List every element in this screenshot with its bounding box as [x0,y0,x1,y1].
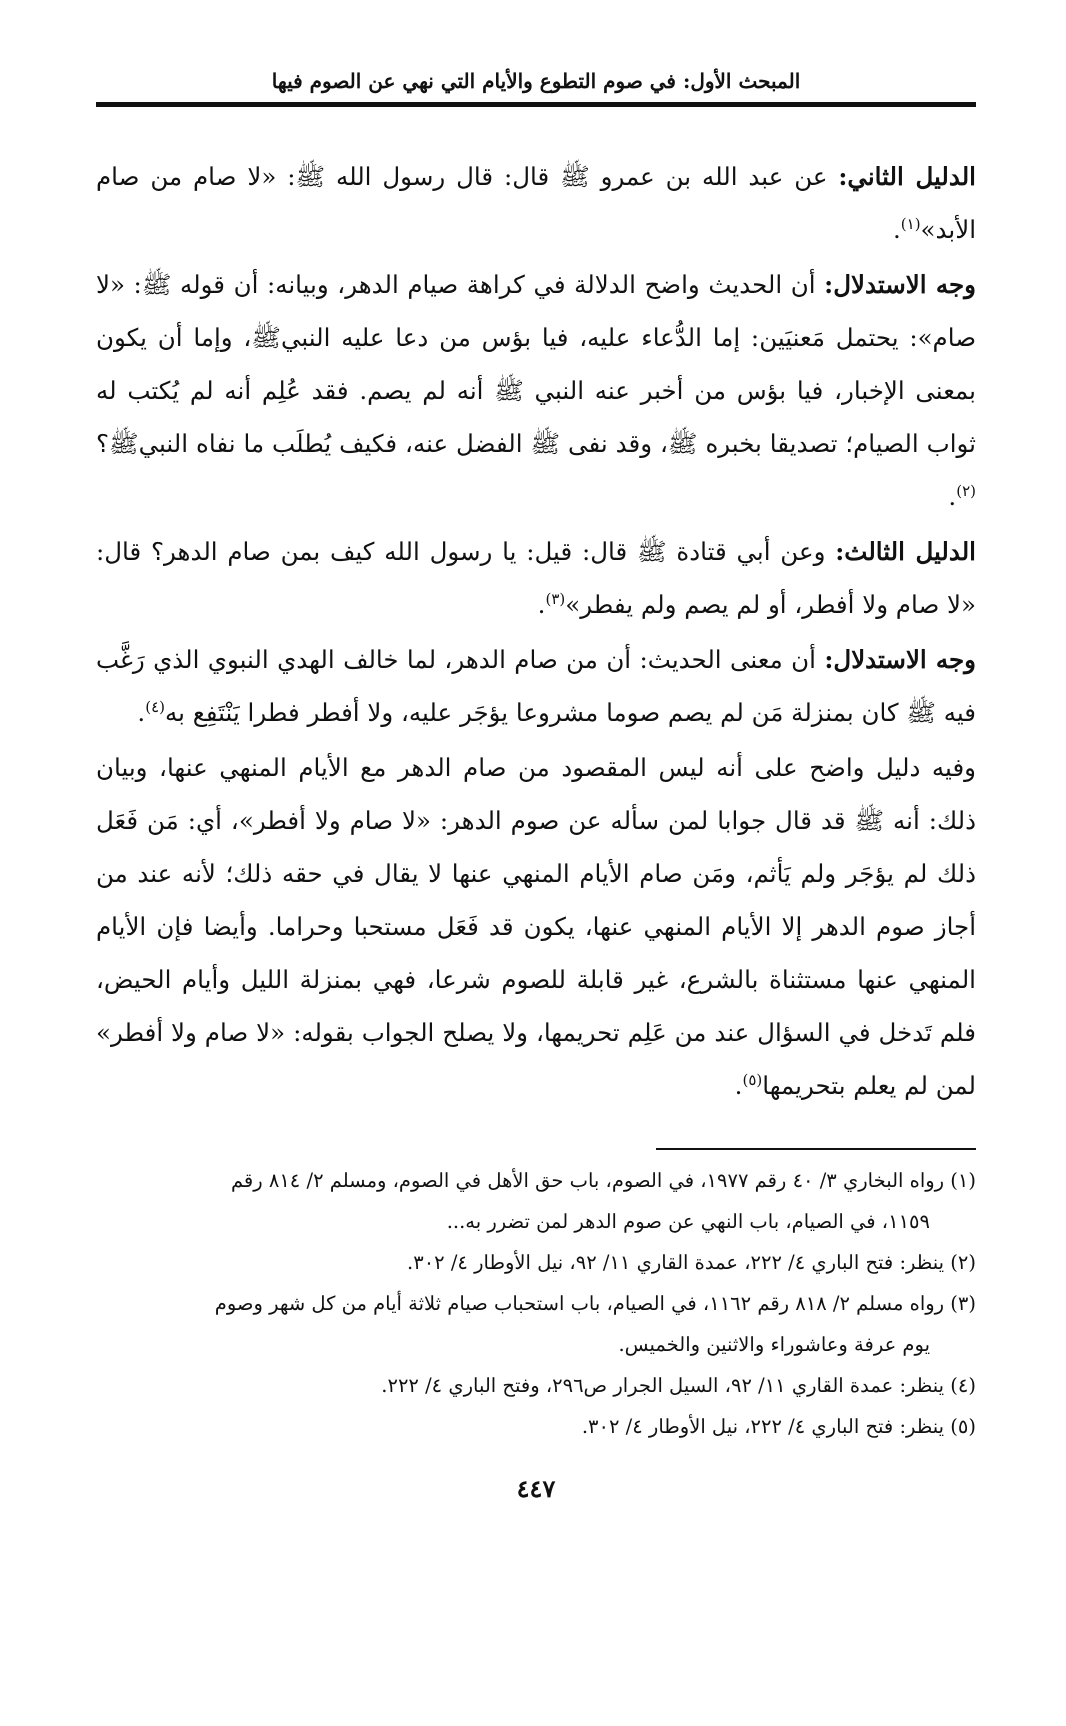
paragraph-text: وعن أبي قتادة ﷺ قال: قيل: يا رسول الله كيف بمن صام الدهر؟ قال: «لا صام ولا أفطر، أو لم يصم ولم يفطر» [96,537,976,619]
footnote-ref[interactable]: (١) [900,214,921,233]
footnote-1-continued: ١١٥٩، في الصيام، باب النهي عن صوم الدهر لمن تضرر به... [446,1210,930,1233]
footnote-2: (٢) ينظر: فتح الباري ٤/ ٢٢٢، عمدة القاري ١١/ ٩٢، نيل الأوطار ٤/ ٣٠٢. [407,1251,976,1274]
paragraph-text: عن عبد الله بن عمرو ﷺ قال: قال رسول الله ﷺ: «لا صام من صام الأبد» [96,162,976,244]
footnote-separator [656,1148,976,1150]
paragraph-inference-one [96,258,976,523]
paragraph-end: . [734,1071,743,1100]
main-text [96,150,976,1114]
paragraph-inference-two [96,633,976,739]
footnote-3-continued: يوم عرفة وعاشوراء والاثنين والخميس. [618,1333,930,1356]
footnote-4: (٤) ينظر: عمدة القاري ١١/ ٩٢، السيل الجرار ص٢٩٦، وفتح الباري ٤/ ٢٢٢. [381,1374,976,1397]
header-rule [96,102,976,107]
term-label: وجه الاستدلال: [824,645,976,674]
page-number: ٤٤٧ [516,1474,556,1503]
term-label: الدليل الثاني: [838,162,976,191]
document-page [96,0,976,1726]
footnote-5: (٥) ينظر: فتح الباري ٤/ ٢٢٢، نيل الأوطار ٤/ ٣٠٢. [581,1415,976,1438]
footnote-ref[interactable]: (٥) [742,1070,763,1089]
paragraph-text: وفيه دليل واضح على أنه ليس المقصود من صام الدهر مع الأيام المنهي عنها، وبيان ذلك: أنه ﷺ قد قال جوابا لمن سأله عن صوم الدهر: «لا صام ولا أفطر»، أي: مَن فَعَل ذلك لم يؤجَر ولم يَأثم، ومَن صام الأيام المنهي عنها لا يقال في حقه ذلك؛ لأنه عند من أجاز صوم الدهر إلا الأيام المنهي عنها، يكون قد فَعَل مستحبا وحراما. وأيضا فإن الأيام المنهي عنها مستثناة بالشرع، غير قابلة للصوم شرعا، فهي بمنزلة الليل وأيام الحيض، فلم تَدخل في السؤال عند من عَلِم تحريمها، ولا يصلح الجواب بقوله: «لا صام ولا أفطر» لمن لم يعلم بتحريمها [96,753,976,1100]
paragraph-evidence-two [96,150,976,256]
footnotes [96,1160,976,1447]
term-label: وجه الاستدلال: [824,270,976,299]
paragraph-end: . [537,590,546,619]
running-header: المبحث الأول: في صوم التطوع والأيام التي نهي عن الصوم فيها [271,69,801,93]
footnote-ref[interactable]: (٢) [956,481,976,500]
paragraph-text: أن الحديث واضح الدلالة في كراهة صيام الدهر، وبيانه: أن قوله ﷺ: «لا صام»: يحتمل مَعنيَين: إما الدُّعاء عليه، فيا بؤس من دعا عليه النبيﷺ، وإما أن يكون بمعنى الإخبار، فيا بؤس من أخبر عنه النبي ﷺ أنه لم يصم. فقد عُلِم أنه لم يُكتب له ثواب الصيام؛ تصديقا بخبره ﷺ، وقد نفى ﷺ الفضل عنه، فكيف يُطلَب ما نفاه النبيﷺ؟ [96,270,976,458]
footnote-ref[interactable]: (٣) [545,589,566,608]
footnote-1: (١) رواه البخاري ٣/ ٤٠ رقم ١٩٧٧، في الصوم، باب حق الأهل في الصوم، ومسلم ٢/ ٨١٤ رقم [230,1169,976,1192]
paragraph-end: . [137,698,146,727]
paragraph-text: أن معنى الحديث: أن من صام الدهر، لما خالف الهدي النبوي الذي رَغَّب فيه ﷺ كان بمنزلة مَن لم يصم صوما مشروعا يؤجَر عليه، ولا أفطر فطرا يَنْتَفِع به [96,645,976,727]
paragraph-end: . [948,482,957,511]
term-label: الدليل الثالث: [835,537,976,566]
paragraph-explanation [96,741,976,1112]
paragraph-evidence-three [96,525,976,631]
paragraph-end: . [892,215,901,244]
footnote-ref[interactable]: (٤) [145,697,165,716]
footnote-3: (٣) رواه مسلم ٢/ ٨١٨ رقم ١١٦٢، في الصيام، باب استحباب صيام ثلاثة أيام من كل شهر وصوم [214,1292,976,1315]
